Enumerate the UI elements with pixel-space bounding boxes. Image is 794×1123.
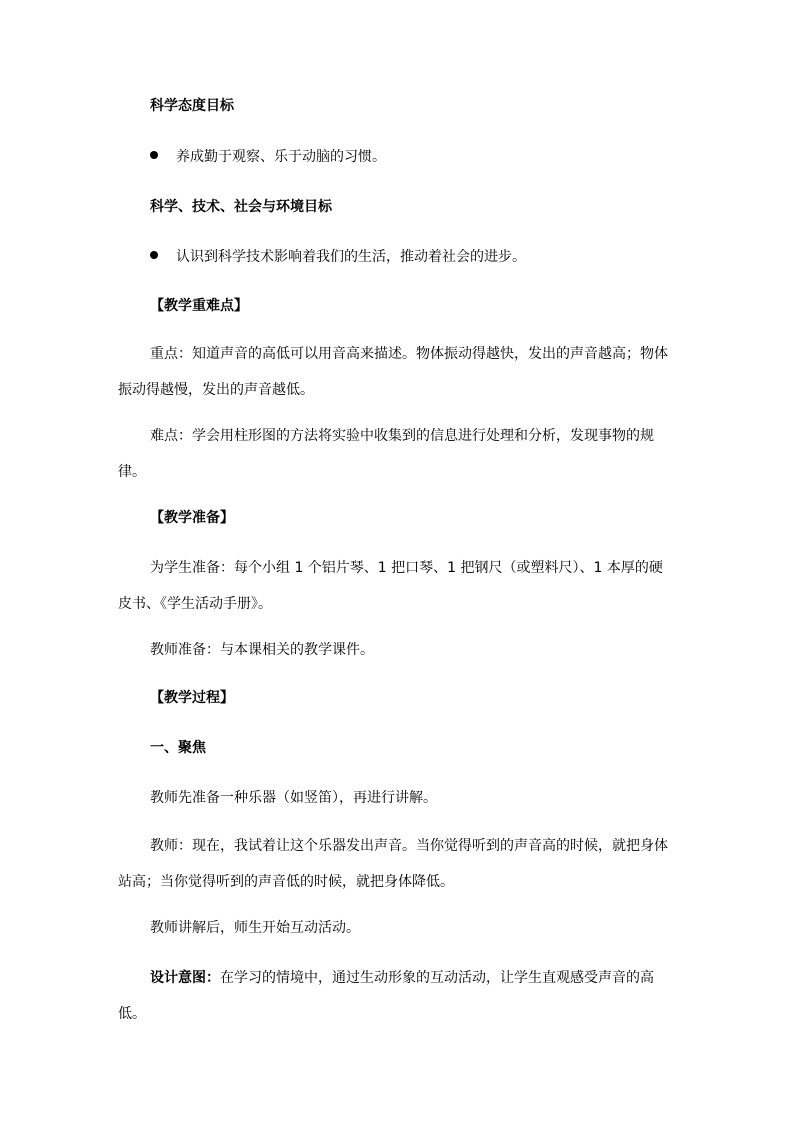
sts-goal-text: 认识到科学技术影响着我们的生活，推动着社会的进步。	[176, 249, 526, 265]
bullet-dot-icon	[150, 251, 158, 259]
focus-paragraph-1: 教师先准备一种乐器（如竖笛），再进行讲解。	[150, 790, 437, 806]
preparation-heading: 【教学准备】	[150, 510, 234, 526]
bullet-dot-icon	[150, 151, 158, 159]
design-intent-label: 设计意图：	[150, 970, 220, 986]
key-difficult-heading: 【教学重难点】	[150, 298, 248, 314]
sts-goal-heading: 科学、技术、社会与环境目标	[150, 199, 332, 215]
focus-heading: 一、聚焦	[150, 740, 206, 756]
key-point-paragraph: 重点：知道声音的高低可以用音高来描述。物体振动得越快，发出的声音越高；物体振动得越慢，发出的声音越低。	[118, 346, 668, 398]
design-intent-text: 在学习的情境中，通过生动形象的互动活动，让学生直观感受声音的高低。	[118, 970, 654, 1022]
teacher-preparation-paragraph: 教师准备：与本课相关的教学课件。	[150, 642, 374, 658]
student-preparation-paragraph: 为学生准备：每个小组 1 个铝片琴、1 把口琴、1 把钢尺（或塑料尺）、1 本厚的硬皮书、《学生活动手册》。	[118, 560, 663, 612]
difficult-point-paragraph: 难点：学会用柱形图的方法将实验中收集到的信息进行处理和分析，发现事物的规律。	[118, 428, 654, 480]
sts-goal-item	[150, 247, 526, 267]
attitude-goal-item	[150, 147, 386, 167]
focus-paragraph-3: 教师讲解后，师生开始互动活动。	[150, 920, 360, 936]
focus-paragraph-2: 教师：现在，我试着让这个乐器发出声音。当你觉得听到的声音高的时候，就把身体站高；当你觉得听到的声音低的时候，就把身体降低。	[118, 838, 668, 890]
attitude-goal-text: 养成勤于观察、乐于动脑的习惯。	[176, 149, 386, 165]
process-heading: 【教学过程】	[150, 690, 234, 706]
design-intent-paragraph	[118, 960, 674, 1032]
attitude-goal-heading: 科学态度目标	[150, 98, 234, 114]
